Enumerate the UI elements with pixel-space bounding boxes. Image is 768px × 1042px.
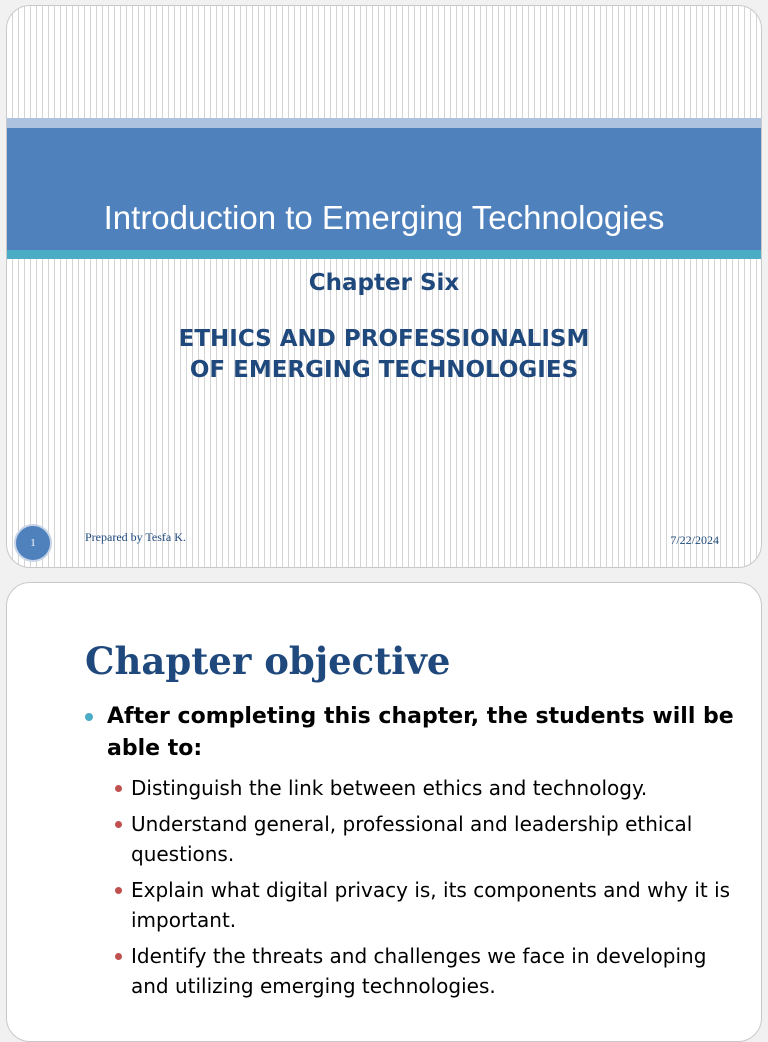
list-item-text: Identify the threats and challenges we face in developing and utilizing emerging technologies. [131, 944, 707, 998]
bullet-dot-icon [85, 713, 93, 721]
chapter-label: Chapter Six [308, 270, 460, 296]
date-footer: 7/22/2024 [670, 533, 719, 547]
bullet-dot-icon [115, 821, 122, 828]
bullet-dot-icon [115, 953, 122, 960]
main-bullet [79, 701, 762, 765]
slide-title: Introduction to Emerging Technologies [103, 199, 665, 236]
list-item [115, 941, 735, 1001]
prepared-by-footer: Prepared by Tesfa K. [85, 530, 186, 544]
chapter-subtitle [7, 324, 761, 386]
list-item [115, 809, 735, 869]
chapter-subtitle-line-2: OF EMERGING TECHNOLOGIES [189, 357, 579, 383]
objective-slide [6, 582, 762, 1042]
list-item [115, 773, 735, 803]
list-item-text: Explain what digital privacy is, its components and why it is important. [131, 878, 731, 932]
list-item-text: Distinguish the link between ethics and technology. [131, 776, 648, 800]
list-item-text: Understand general, professional and leadership ethical questions. [131, 812, 693, 866]
list-item [115, 875, 735, 935]
title-band-bottom-strip [7, 250, 761, 259]
title-slide [6, 5, 762, 568]
title-band-top-strip [7, 118, 761, 128]
bullet-dot-icon [115, 785, 122, 792]
main-bullet-text: After completing this chapter, the students will be able to: [107, 704, 734, 761]
page-number-badge: 1 [14, 524, 52, 562]
objective-list [115, 773, 735, 1007]
chapter-subtitle-line-1: ETHICS AND PROFESSIONALISM [178, 326, 590, 352]
objective-title: Chapter objective [85, 639, 451, 683]
bullet-dot-icon [115, 887, 122, 894]
